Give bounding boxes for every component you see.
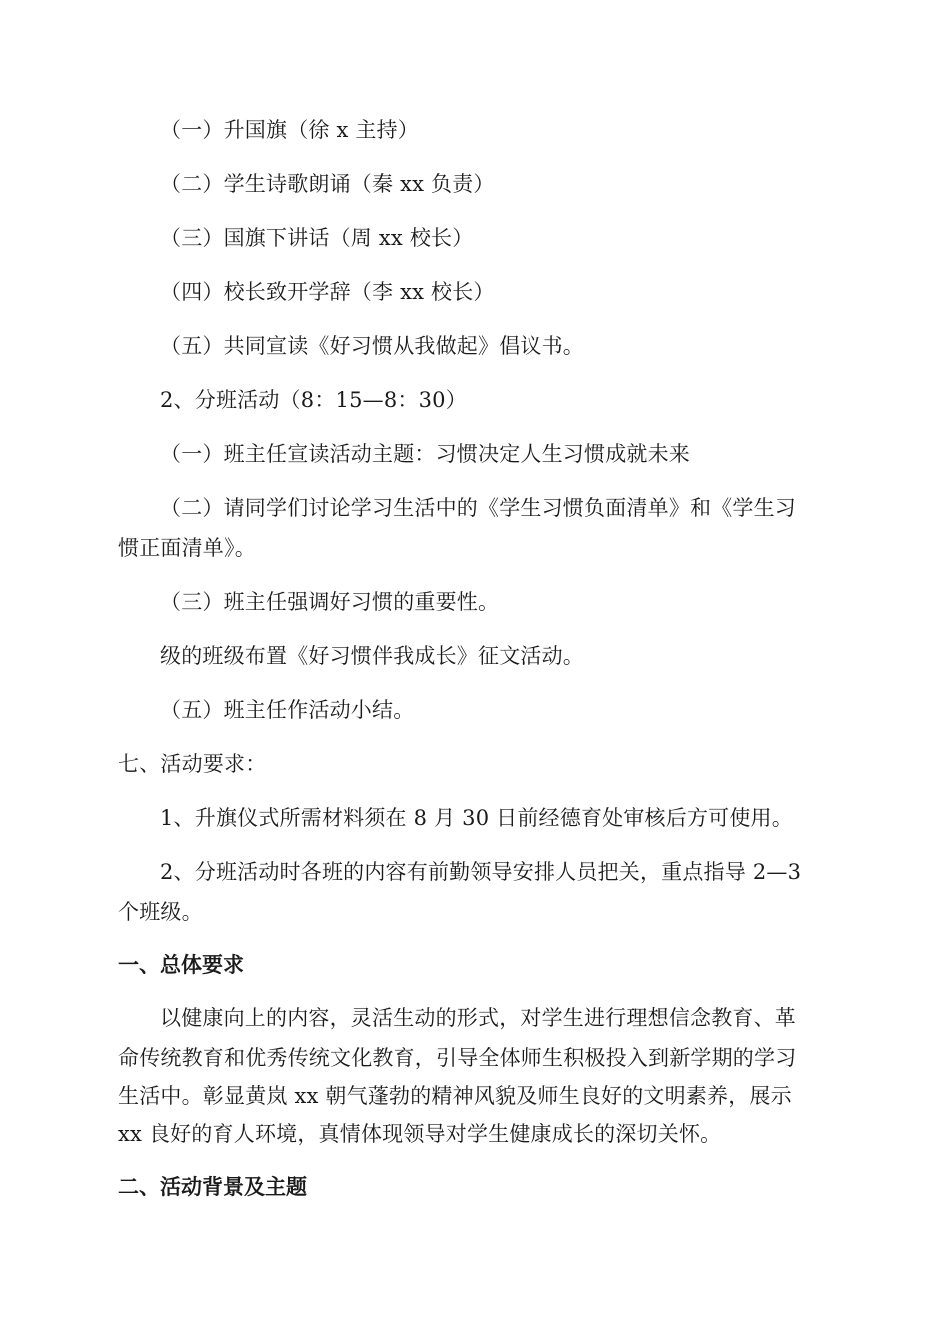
text-line: 2、分班活动时各班的内容有前勤领导安排人员把关，重点指导 2—3 [160,860,802,884]
text-line: （二）学生诗歌朗诵（秦 xx 负责） [160,172,495,196]
section-title: 七、活动要求： [118,752,267,776]
paragraph-line: 生活中。彰显黄岚 xx 朝气蓬勃的精神风貌及师生良好的文明素养，展示 [118,1084,792,1108]
paragraph-line: 命传统教育和优秀传统文化教育，引导全体师生积极投入到新学期的学习 [118,1046,797,1070]
text-line: 惯正面清单》。 [118,536,256,560]
text-line: （一）班主任宣读活动主题：习惯决定人生习惯成就未来 [160,442,690,466]
text-line: 级的班级布置《好习惯伴我成长》征文活动。 [160,644,584,668]
text-line: （三）班主任强调好习惯的重要性。 [160,590,500,614]
text-line: （一）升国旗（徐 x 主持） [160,118,419,142]
paragraph-line: 以健康向上的内容，灵活生动的形式，对学生进行理想信念教育、革 [160,1006,796,1030]
heading-overall-requirements: 一、总体要求 [118,953,244,977]
text-line: （五）共同宣读《好习惯从我做起》倡议书。 [160,334,584,358]
text-line: 1、升旗仪式所需材料须在 8 月 30 日前经德育处审核后方可使用。 [160,806,793,830]
text-line: （三）国旗下讲话（周 xx 校长） [160,226,474,250]
text-line: （五）班主任作活动小结。 [160,698,415,722]
text-line: 个班级。 [118,900,203,924]
text-line: （四）校长致开学辞（李 xx 校长） [160,280,495,304]
text-line: 2、分班活动（8：15—8：30） [160,388,467,412]
text-line: （二）请同学们讨论学习生活中的《学生习惯负面清单》和《学生习 [160,496,796,520]
paragraph-line: xx 良好的育人环境，真情体现领导对学生健康成长的深切关怀。 [118,1122,722,1146]
heading-background-theme: 二、活动背景及主题 [118,1175,307,1199]
